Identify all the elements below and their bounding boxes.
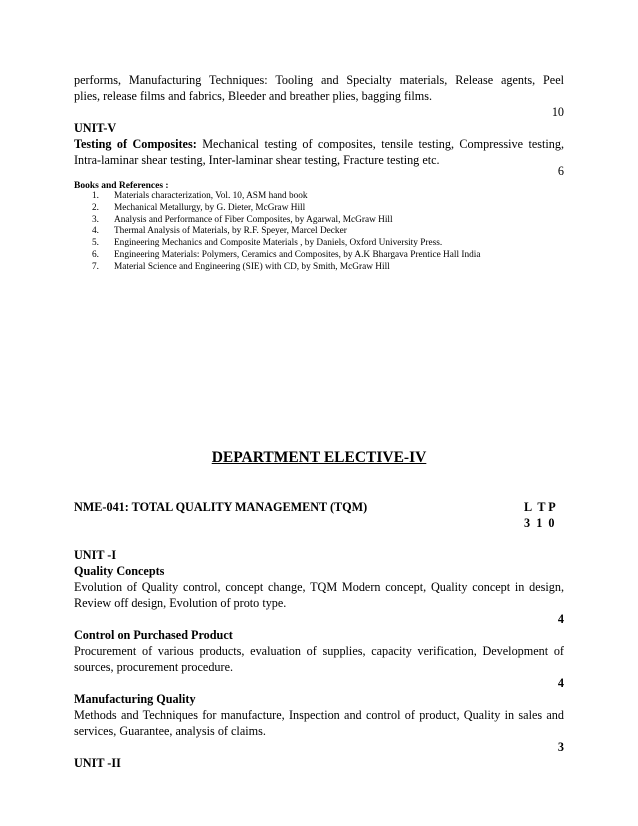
list-item	[74, 226, 594, 238]
section-heading: Manufacturing Quality	[74, 692, 196, 706]
paragraph-text: Mechanical testing of composites, tensile testing, Compressive testing,	[202, 137, 565, 151]
paragraph-line: services, Guarantee, analysis of claims.	[74, 724, 266, 738]
section-heading: Quality Concepts	[74, 564, 165, 578]
section-heading: Testing of Composites:	[74, 137, 197, 151]
hours-value: 10	[551, 105, 564, 119]
list-item	[74, 238, 594, 250]
item-number: 3.	[92, 214, 99, 225]
paragraph-line: Evolution of Quality control, concept change, TQM Modern concept, Quality concept in design,	[74, 580, 564, 594]
ltp-values: 3 1 0	[524, 516, 555, 530]
item-text: Analysis and Performance of Fiber Composites, by Agarwal, McGraw Hill	[114, 214, 393, 225]
item-text: Engineering Materials: Polymers, Ceramics and Composites, by A.K Bhargava Prentice Hall India	[114, 249, 481, 260]
item-number: 5.	[92, 238, 99, 249]
hours-value: 6	[557, 164, 564, 178]
paragraph-line: Intra-laminar shear testing, Inter-laminar shear testing, Fracture testing etc.	[74, 153, 440, 167]
item-number: 2.	[92, 202, 99, 213]
item-text: Materials characterization, Vol. 10, ASM hand book	[114, 191, 308, 201]
list-item	[74, 203, 594, 215]
course-title: NME-041: TOTAL QUALITY MANAGEMENT (TQM)	[74, 500, 368, 514]
item-text: Material Science and Engineering (SIE) with CD, by Smith, McGraw Hill	[114, 261, 390, 272]
item-number: 4.	[92, 226, 99, 237]
item-number: 7.	[92, 261, 99, 272]
item-text: Mechanical Metallurgy, by G. Dieter, McGraw Hill	[114, 202, 306, 213]
paragraph-line: Methods and Techniques for manufacture, Inspection and control of product, Quality in sales and	[74, 708, 564, 722]
unit-title: UNIT -I	[74, 548, 117, 562]
paragraph-line	[74, 136, 564, 152]
hours-value: 3	[557, 740, 564, 754]
item-text: Thermal Analysis of Materials, by R.F. Speyer, Marcel Decker	[114, 226, 347, 237]
section-heading: Control on Purchased Product	[74, 628, 233, 642]
hours-value: 4	[557, 676, 564, 690]
references-list	[74, 191, 594, 274]
paragraph-line: Procurement of various products, evaluation of supplies, capacity verification, Development of	[74, 644, 564, 658]
item-number: 6.	[92, 249, 99, 260]
department-heading: DEPARTMENT ELECTIVE-IV	[211, 449, 427, 466]
ltp-header: L T P	[524, 500, 556, 514]
paragraph-line: sources, procurement procedure.	[74, 660, 234, 674]
list-item	[74, 250, 594, 262]
references-heading: Books and References :	[74, 181, 169, 191]
item-text: Engineering Mechanics and Composite Materials , by Daniels, Oxford University Press.	[114, 238, 443, 249]
item-number: 1.	[92, 191, 99, 201]
paragraph-line: Review off design, Evolution of proto type.	[74, 596, 287, 610]
hours-value: 4	[557, 612, 564, 626]
list-item	[74, 191, 594, 203]
list-item	[74, 215, 594, 227]
paragraph-line: plies, release films and fabrics, Bleeder and breather plies, bagging films.	[74, 89, 433, 103]
paragraph-line: performs, Manufacturing Techniques: Tooling and Specialty materials, Release agents, Peel	[74, 73, 564, 87]
unit-title: UNIT -II	[74, 756, 121, 770]
list-item	[74, 262, 594, 274]
unit-title: UNIT-V	[74, 121, 117, 135]
